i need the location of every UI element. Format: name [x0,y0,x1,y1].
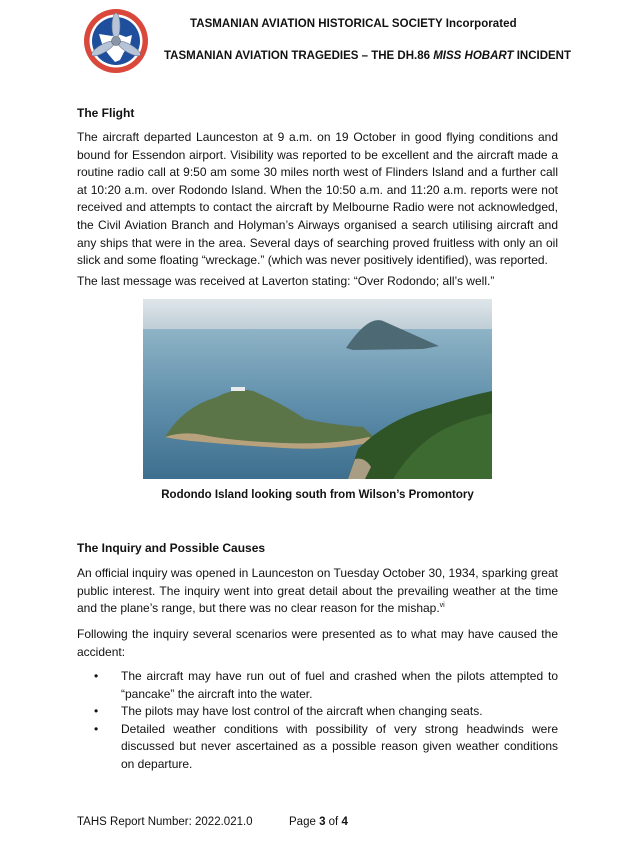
document-title-suffix: INCIDENT [513,50,572,62]
propeller-tasmania-logo-icon [82,7,150,75]
bullet-marker: • [94,721,99,736]
page-current: 3 [319,816,326,828]
bullet-marker: • [94,704,99,719]
section-heading-inquiry: The Inquiry and Possible Causes [77,541,266,555]
document-title [164,50,584,62]
bullet-marker: • [94,669,99,683]
inquiry-paragraph-text: An official inquiry was opened in Launceston on Tuesday October 30, 1934, sparking great public interest. The inquiry went into great detail about the prevailing weather at the time and the plane’s range, but there was no clear reason for the mishap. [77,566,558,616]
list-item-text: The pilots may have lost control of the aircraft when changing seats. [121,704,483,719]
rodondo-island-photo [143,299,492,479]
list-item [77,703,558,721]
page-total: 4 [341,816,348,828]
scenario-list [77,668,558,774]
list-item [77,721,558,774]
photo-caption: Rodondo Island looking south from Wilson’s Promontory [161,489,474,501]
organization-title: TASMANIAN AVIATION HISTORICAL SOCIETY Incorporated [190,18,517,30]
list-item [77,668,558,703]
last-message-paragraph: The last message was received at Laverton stating: “Over Rodondo; all’s well.” [77,274,495,288]
section-heading-flight: The Flight [77,106,135,120]
list-item-text: Detailed weather conditions with possibility of very strong headwinds were discussed but never ascertained as a possible reason given weather conditions on departure. [121,721,558,771]
inquiry-paragraph [77,565,558,618]
flight-paragraph: The aircraft departed Launceston at 9 a.m. on 19 October in good flying conditions and bound for Essendon airport. Visibility was reported to be excellent and the aircraft made a routine radio call at 9:50 am some 30 miles north west of Flinders Island and a further call at 10:20 a.m. over Rodondo Island. When the 10:50 a.m. and 11:20 a.m. reports were not received and attempts to contact the aircraft by Melbourne Radio were not acknowledged, the Civil Aviation Branch and Holyman’s Airways organised a search utilising aircraft and any ships that were in the area. Several days of searching proved fruitless with only an oil slick and some floating “wreckage.” (which was never positively identified), was reported. [77,130,558,268]
document-title-aircraft-name: MISS HOBART [433,50,514,62]
scenarios-paragraph: Following the inquiry several scenarios were presented as to what may have caused the accident: [77,627,558,659]
document-title-prefix: TASMANIAN AVIATION TRAGEDIES – THE DH.86 [164,50,434,62]
list-item-text: The aircraft may have run out of fuel and crashed when the pilots attempted to “pancake” the aircraft into the water. [121,669,558,701]
footnote-reference: vi [439,602,445,610]
page-prefix: Page [289,816,320,828]
page-number [289,816,348,828]
report-number: TAHS Report Number: 2022.021.0 [77,816,253,828]
page-mid: of [325,816,342,828]
